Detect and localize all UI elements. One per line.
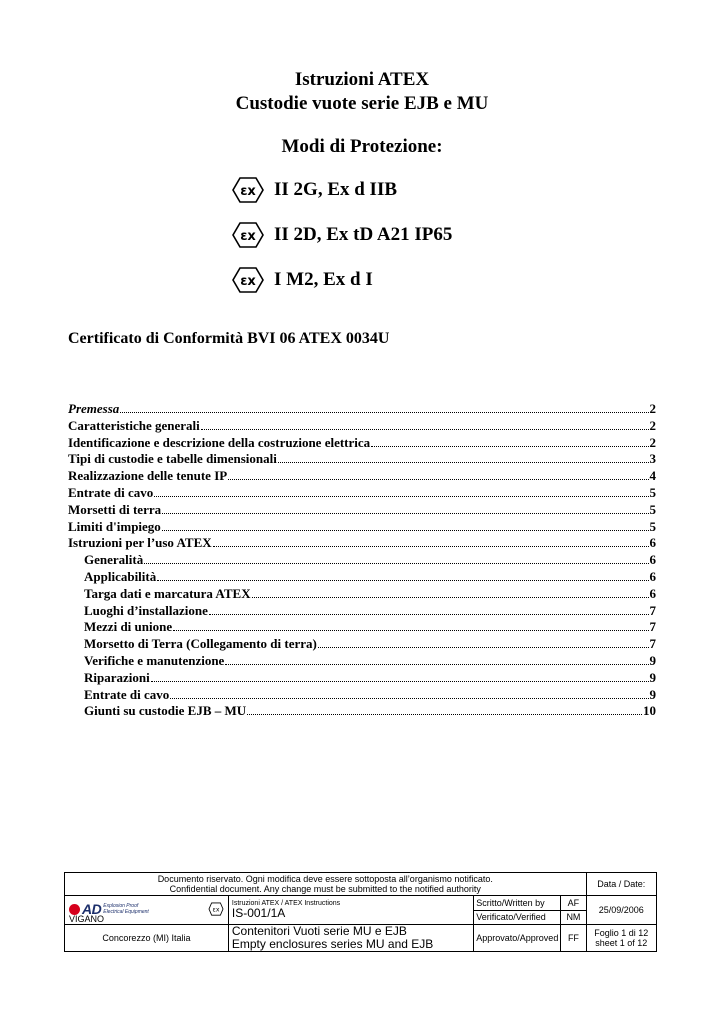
toc-leader-dots	[228, 479, 648, 480]
toc-leader-dots	[225, 664, 648, 665]
company-logo	[65, 896, 229, 925]
toc-entry-label: Morsetto di Terra (Collegamento di terra)	[84, 636, 317, 652]
doc-title-italian: Contenitori Vuoti serie MU e EJB	[231, 924, 407, 938]
toc-entry-label: Identificazione e descrizione della costruzione elettrica	[68, 434, 371, 450]
toc-entry-page: 9	[649, 652, 656, 668]
toc-entry[interactable]	[68, 485, 656, 502]
toc-leader-dots	[209, 614, 649, 615]
toc-leader-dots	[154, 496, 648, 497]
protection-mode-1	[232, 175, 397, 205]
toc-entry[interactable]	[68, 703, 656, 720]
sheet-english: sheet 1 of 12	[595, 938, 648, 948]
document-title	[0, 68, 724, 116]
toc-leader-dots	[151, 681, 649, 682]
toc-entry[interactable]	[68, 502, 656, 519]
toc-entry-label: Tipi di custodie e tabelle dimensionali	[68, 451, 277, 467]
toc-entry[interactable]	[68, 619, 656, 636]
logo-ad: AD	[82, 901, 102, 917]
svg-text:εx: εx	[240, 184, 256, 199]
svg-text:εx: εx	[212, 906, 220, 914]
toc-entry-page: 5	[649, 501, 656, 517]
protection-heading: Modi di Protezione:	[281, 136, 443, 157]
svg-text:εx: εx	[240, 229, 256, 244]
toc-entry-label: Realizzazione delle tenute IP	[68, 468, 228, 484]
certificate-line: Certificato di Conformità BVI 06 ATEX 0034U	[68, 330, 390, 347]
approved-by: FF	[561, 925, 586, 952]
toc-entry[interactable]	[68, 569, 656, 586]
toc-leader-dots	[157, 580, 648, 581]
protection-mode-2	[232, 220, 452, 250]
ex-hexagon-icon	[232, 221, 264, 249]
toc-entry[interactable]	[68, 687, 656, 704]
toc-entry-label: Morsetti di terra	[68, 501, 162, 517]
protection-mode-label: II 2G, Ex d IIB	[274, 179, 398, 200]
ex-hexagon-icon	[232, 266, 264, 294]
toc-entry[interactable]	[68, 418, 656, 435]
toc-entry[interactable]	[68, 435, 656, 452]
toc-entry[interactable]	[68, 586, 656, 603]
table-of-contents	[68, 401, 656, 720]
logo-tagline	[103, 903, 149, 915]
toc-leader-dots	[162, 513, 648, 514]
toc-entry[interactable]	[68, 535, 656, 552]
toc-entry-page: 4	[649, 468, 656, 484]
toc-leader-dots	[201, 429, 649, 430]
written-label: Scritto/Written by	[474, 896, 561, 911]
notice-english: Confidential document. Any change must be submitted to the notified authority	[169, 884, 481, 894]
logo-tagline-2: Electrical Equipment	[103, 909, 149, 915]
logo-dot	[69, 904, 80, 915]
title-line-2: Custodie vuote serie EJB e MU	[235, 93, 489, 114]
protection-mode-label: II 2D, Ex tD A21 IP65	[274, 224, 453, 245]
toc-entry-label: Premessa	[68, 401, 120, 416]
toc-entry-label: Entrate di cavo	[68, 484, 154, 500]
toc-entry[interactable]	[68, 603, 656, 620]
toc-entry-label: Caratteristiche generali	[68, 417, 200, 433]
written-by: AF	[561, 896, 586, 911]
logo-tagline-1: Explosion Proof	[103, 903, 139, 909]
toc-entry-page: 6	[649, 585, 656, 601]
toc-entry-page: 6	[649, 535, 656, 551]
toc-entry-page: 2	[649, 417, 656, 433]
toc-leader-dots	[173, 630, 648, 631]
toc-leader-dots	[278, 462, 649, 463]
ex-hexagon-icon	[208, 902, 224, 916]
toc-entry-label: Entrate di cavo	[84, 686, 170, 702]
toc-leader-dots	[247, 714, 642, 715]
confidential-notice	[65, 873, 587, 896]
toc-leader-dots	[162, 530, 649, 531]
logo-vigano: VIGANO	[69, 914, 105, 924]
doc-title-english: Empty enclosures series MU and EJB	[231, 937, 434, 951]
toc-leader-dots	[371, 446, 648, 447]
toc-entry-page: 7	[649, 636, 656, 652]
toc-entry[interactable]	[68, 468, 656, 485]
document-title-block	[228, 925, 473, 952]
toc-entry-label: Mezzi di unione	[84, 619, 173, 635]
toc-entry-label: Verifiche e manutenzione	[84, 652, 225, 668]
verified-label: Verificato/Verified	[474, 910, 561, 925]
date-label: Data / Date:	[586, 873, 656, 896]
toc-entry-page: 10	[643, 703, 656, 719]
document-footer	[64, 872, 657, 952]
approved-label: Approvato/Approved	[474, 925, 561, 952]
toc-leader-dots	[170, 698, 648, 699]
doc-code: IS-001/1A	[231, 906, 286, 920]
doc-type: Istruzioni ATEX / ATEX Instructions	[231, 900, 341, 907]
ex-hexagon-icon	[232, 176, 264, 204]
toc-entry[interactable]	[68, 401, 656, 418]
protection-mode-3	[232, 265, 373, 295]
toc-leader-dots	[252, 597, 649, 598]
toc-entry-page: 2	[649, 434, 656, 450]
sheet-italian: Foglio 1 di 12	[594, 928, 649, 938]
document-date: 25/09/2006	[586, 896, 656, 925]
toc-entry[interactable]	[68, 636, 656, 653]
toc-entry-page: 9	[649, 669, 656, 685]
verified-by: NM	[561, 910, 586, 925]
toc-entry-page: 5	[649, 484, 656, 500]
toc-entry[interactable]	[68, 552, 656, 569]
toc-entry-page: 7	[649, 619, 656, 635]
protection-mode-label: I M2, Ex d I	[274, 269, 373, 290]
toc-entry-label: Targa dati e marcatura ATEX	[84, 585, 251, 601]
toc-leader-dots	[213, 546, 649, 547]
svg-text:εx: εx	[240, 274, 256, 289]
toc-entry-page: 6	[649, 552, 656, 568]
toc-leader-dots	[144, 563, 648, 564]
toc-entry-label: Giunti su custodie EJB – MU	[84, 703, 247, 719]
toc-entry-page: 7	[649, 602, 656, 618]
toc-entry-page: 9	[649, 686, 656, 702]
toc-entry[interactable]	[68, 451, 656, 468]
toc-entry-label: Istruzioni per l’uso ATEX	[68, 535, 212, 551]
toc-leader-dots	[120, 412, 648, 413]
toc-entry-label: Generalità	[84, 552, 144, 568]
toc-entry-label: Applicabilità	[84, 568, 157, 584]
toc-entry-label: Riparazioni	[84, 669, 150, 685]
toc-entry-label: Limiti d'impiego	[68, 518, 161, 534]
toc-entry[interactable]	[68, 653, 656, 670]
title-line-1: Istruzioni ATEX	[294, 69, 430, 90]
toc-entry[interactable]	[68, 519, 656, 536]
company-location: Concorezzo (MI) Italia	[65, 925, 229, 952]
toc-entry-page: 5	[649, 518, 656, 534]
toc-entry-page: 6	[649, 568, 656, 584]
document-id	[228, 896, 473, 925]
toc-entry-label: Luoghi d’installazione	[84, 602, 208, 618]
toc-entry-page: 3	[649, 451, 656, 467]
notice-italian: Documento riservato. Ogni modifica deve essere sottoposta all’organismo notificato.	[157, 874, 493, 884]
toc-entry[interactable]	[68, 670, 656, 687]
sheet-number	[586, 925, 656, 952]
toc-leader-dots	[318, 647, 649, 648]
toc-entry-page: 2	[649, 401, 656, 416]
